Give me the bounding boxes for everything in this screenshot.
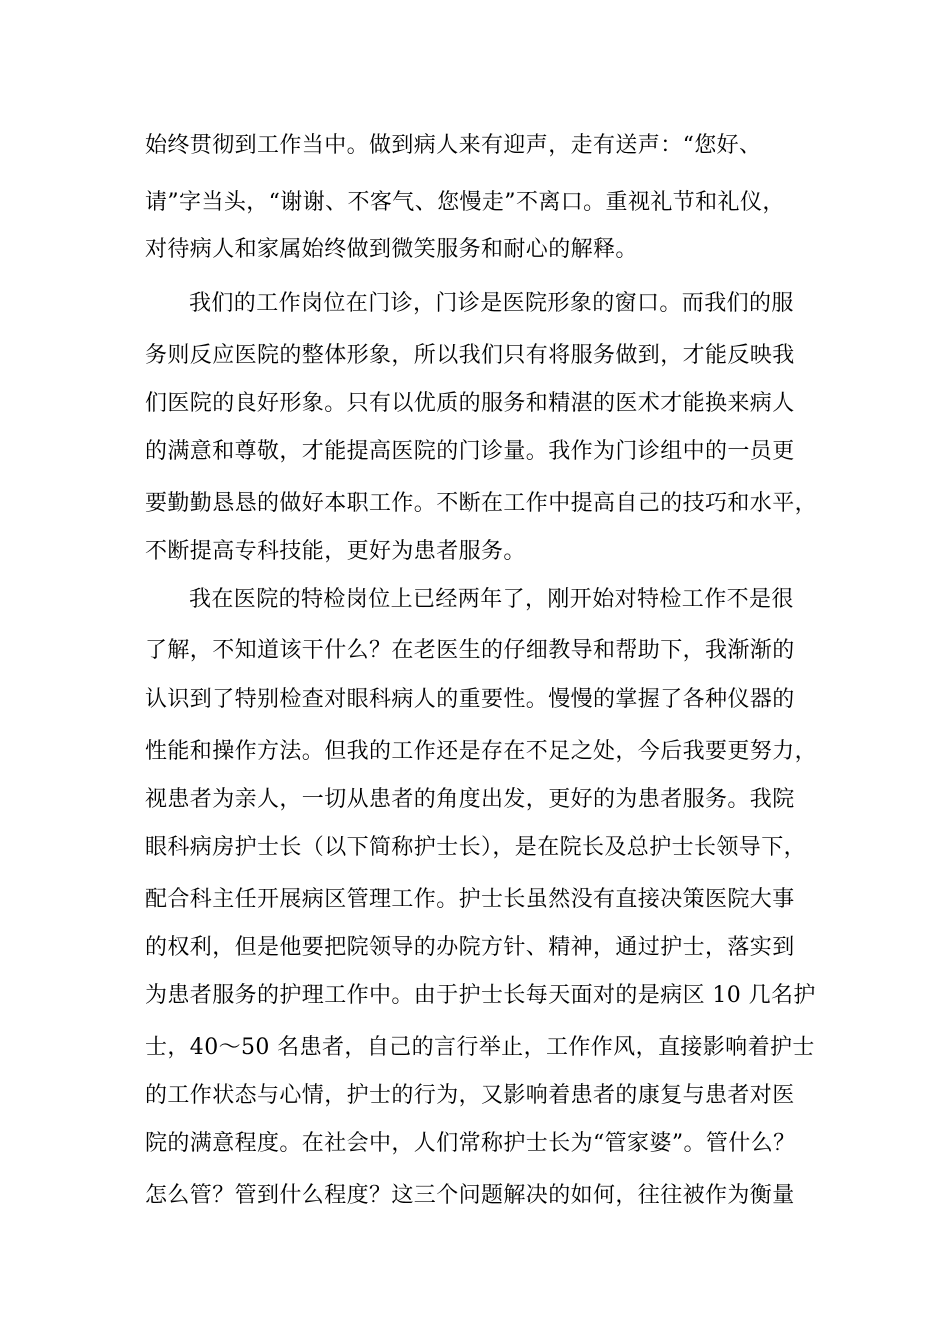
text-line: 为患者服务的护理工作中。由于护士长每天面对的是病区 10 几名护 bbox=[145, 983, 816, 1008]
text-line: 的权利，但是他要把院领导的办院方针、精神，通过护士，落实到 bbox=[145, 935, 795, 960]
text-line: 请”字当头，“谢谢、不客气、您慢走”不离口。重视礼节和礼仪， bbox=[145, 190, 785, 215]
text-line: 配合科主任开展病区管理工作。护士长虽然没有直接决策医院大事 bbox=[145, 887, 795, 912]
text-line: 了解，不知道该干什么？在老医生的仔细教导和帮助下，我渐渐的 bbox=[145, 638, 795, 663]
text-line: 我在医院的特检岗位上已经两年了，刚开始对特检工作不是很 bbox=[189, 587, 794, 612]
text-line: 眼科病房护士长（以下简称护士长），是在院长及总护士长领导下， bbox=[145, 835, 807, 860]
text-line: 性能和操作方法。但我的工作还是存在不足之处，今后我要更努力， bbox=[145, 739, 818, 764]
text-line: 务则反应医院的整体形象，所以我们只有将服务做到，才能反映我 bbox=[145, 343, 795, 368]
text-line: 士，40～50 名患者，自己的言行举止，工作作风，直接影响着护士 bbox=[145, 1035, 815, 1060]
text-line: 院的满意程度。在社会中，人们常称护士长为“管家婆”。管什么？ bbox=[145, 1131, 796, 1156]
text-line: 怎么管？管到什么程度？这三个问题解决的如何，往往被作为衡量 bbox=[145, 1183, 795, 1208]
text-line: 的工作状态与心情，护士的行为，又影响着患者的康复与患者对医 bbox=[145, 1083, 795, 1108]
text-line: 的满意和尊敬，才能提高医院的门诊量。我作为门诊组中的一员更 bbox=[145, 439, 795, 464]
text-line: 我们的工作岗位在门诊，门诊是医院形象的窗口。而我们的服 bbox=[189, 291, 794, 316]
text-line: 要勤勤恳恳的做好本职工作。不断在工作中提高自己的技巧和水平， bbox=[145, 491, 818, 516]
text-line: 始终贯彻到工作当中。做到病人来有迎声，走有送声：“您好、 bbox=[145, 133, 762, 158]
text-line: 对待病人和家属始终做到微笑服务和耐心的解释。 bbox=[145, 237, 638, 262]
text-line: 认识到了特别检查对眼科病人的重要性。慢慢的掌握了各种仪器的 bbox=[145, 687, 795, 712]
text-line: 不断提高专科技能，更好为患者服务。 bbox=[145, 539, 526, 564]
text-line: 视患者为亲人，一切从患者的角度出发，更好的为患者服务。我院 bbox=[145, 787, 795, 812]
text-line: 们医院的良好形象。只有以优质的服务和精湛的医术才能换来病人 bbox=[145, 391, 795, 416]
